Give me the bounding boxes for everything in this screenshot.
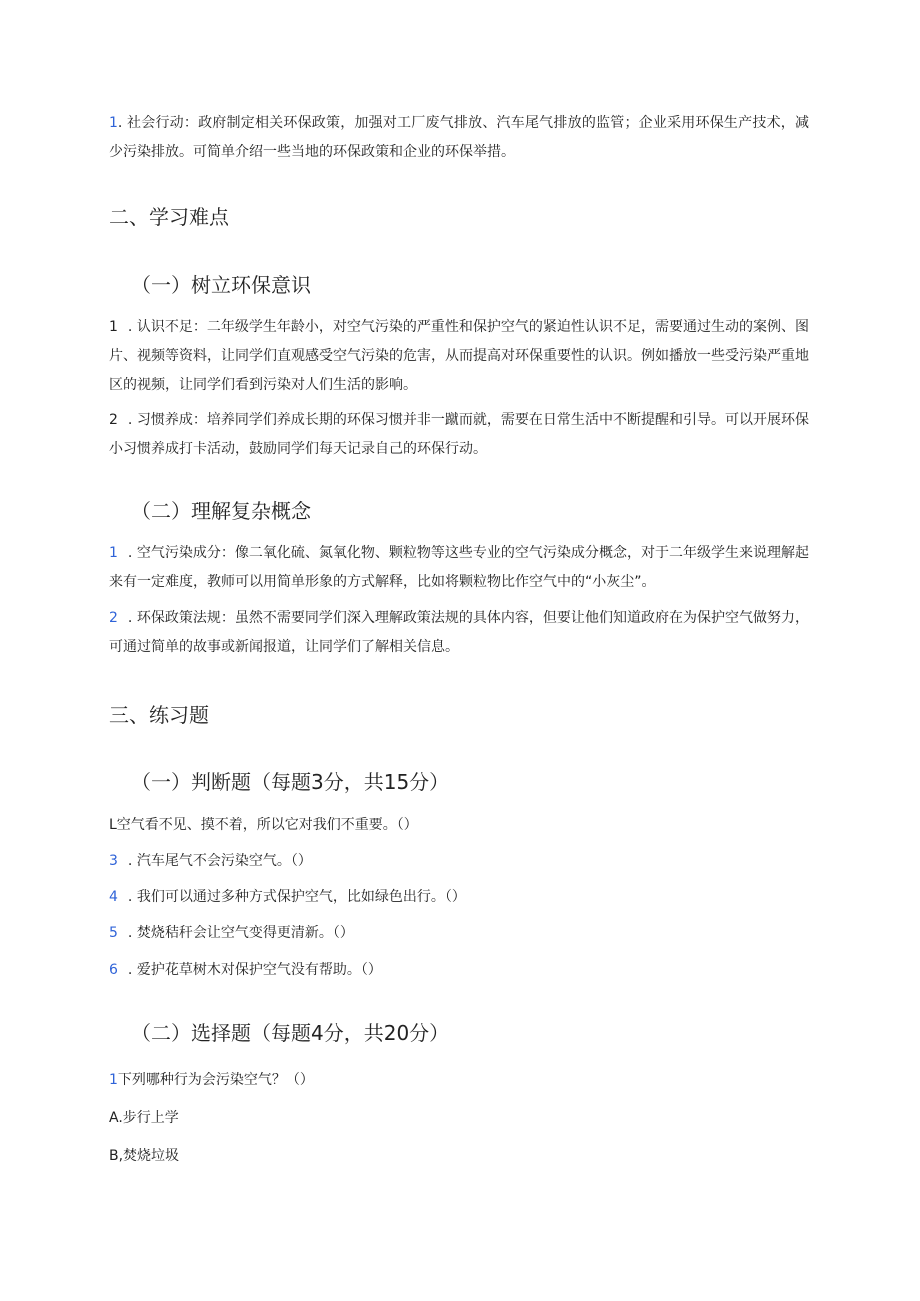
question-item <box>109 850 809 872</box>
list-item <box>109 604 809 662</box>
item-number: 1 <box>109 545 118 561</box>
section-heading: 三、练习题 <box>109 703 209 727</box>
option-item: B,焚烧垃圾 <box>109 1148 180 1164</box>
question-item <box>109 886 809 908</box>
item-number: 1 <box>109 115 118 131</box>
subsection-heading: （二）选择题（每题4分，共20分） <box>131 1021 450 1045</box>
item-text: . 我们可以通过多种方式保护空气，比如绿色出行。（） <box>127 889 466 905</box>
item-number: 2 <box>109 412 118 428</box>
item-text: . 认识不足：二年级学生年龄小，对空气污染的严重性和保护空气的紧迫性认识不足，需要通过生动的案例、图片、视频等资料，让同学们直观感受空气污染的危害，从而提高对环保重要性的认识。例如播放一些受污染严重地区的视频，让同学们看到污染对人们生活的影响。 <box>109 319 809 393</box>
item-number: 5 <box>109 925 118 941</box>
item-number: 1 <box>109 319 118 335</box>
question-item <box>109 959 809 981</box>
question-item <box>109 814 809 836</box>
subsection-heading: （二）理解复杂概念 <box>131 499 311 523</box>
list-item <box>109 539 809 597</box>
question-item <box>109 1069 809 1091</box>
subsection-heading: （一）树立环保意识 <box>131 273 311 297</box>
item-number: 4 <box>109 889 118 905</box>
section-heading: 二、学习难点 <box>109 205 229 229</box>
item-text: . 社会行动：政府制定相关环保政策，加强对工厂废气排放、汽车尾气排放的监管；企业采用环保生产技术，减少污染排放。可简单介绍一些当地的环保政策和企业的环保举措。 <box>109 115 809 160</box>
list-item <box>109 313 809 400</box>
item-text: . 焚烧秸秆会让空气变得更清新。（） <box>127 925 354 941</box>
question-item <box>109 922 809 944</box>
item-text: . 汽车尾气不会污染空气。（） <box>127 853 312 869</box>
item-text: . 空气污染成分：像二氧化硫、氮氧化物、颗粒物等这些专业的空气污染成分概念，对于二年级学生来说理解起来有一定难度，教师可以用简单形象的方式解释，比如将颗粒物比作空气中的“小灰尘”。 <box>109 545 809 590</box>
item-number: 6 <box>109 962 118 978</box>
item-text: . 爱护花草树木对保护空气没有帮助。（） <box>127 962 382 978</box>
item-text: . 环保政策法规：虽然不需要同学们深入理解政策法规的具体内容，但要让他们知道政府在为保护空气做努力，可通过简单的故事或新闻报道，让同学们了解相关信息。 <box>109 610 809 655</box>
item-number: 3 <box>109 853 118 869</box>
item-text: . 习惯养成：培养同学们养成长期的环保习惯并非一蹴而就，需要在日常生活中不断提醒和引导。可以开展环保小习惯养成打卡活动，鼓励同学们每天记录自己的环保行动。 <box>109 412 809 457</box>
item-number: 2 <box>109 610 118 626</box>
option-item: A.步行上学 <box>109 1110 179 1126</box>
item-number: 1 <box>109 1072 118 1088</box>
item-text: 下列哪种行为会污染空气？（） <box>117 1072 314 1088</box>
subsection-heading: （一）判断题（每题3分，共15分） <box>131 770 450 794</box>
list-item <box>109 109 809 167</box>
item-text: L空气看不见、摸不着，所以它对我们不重要。（） <box>109 817 418 833</box>
list-item <box>109 406 809 464</box>
